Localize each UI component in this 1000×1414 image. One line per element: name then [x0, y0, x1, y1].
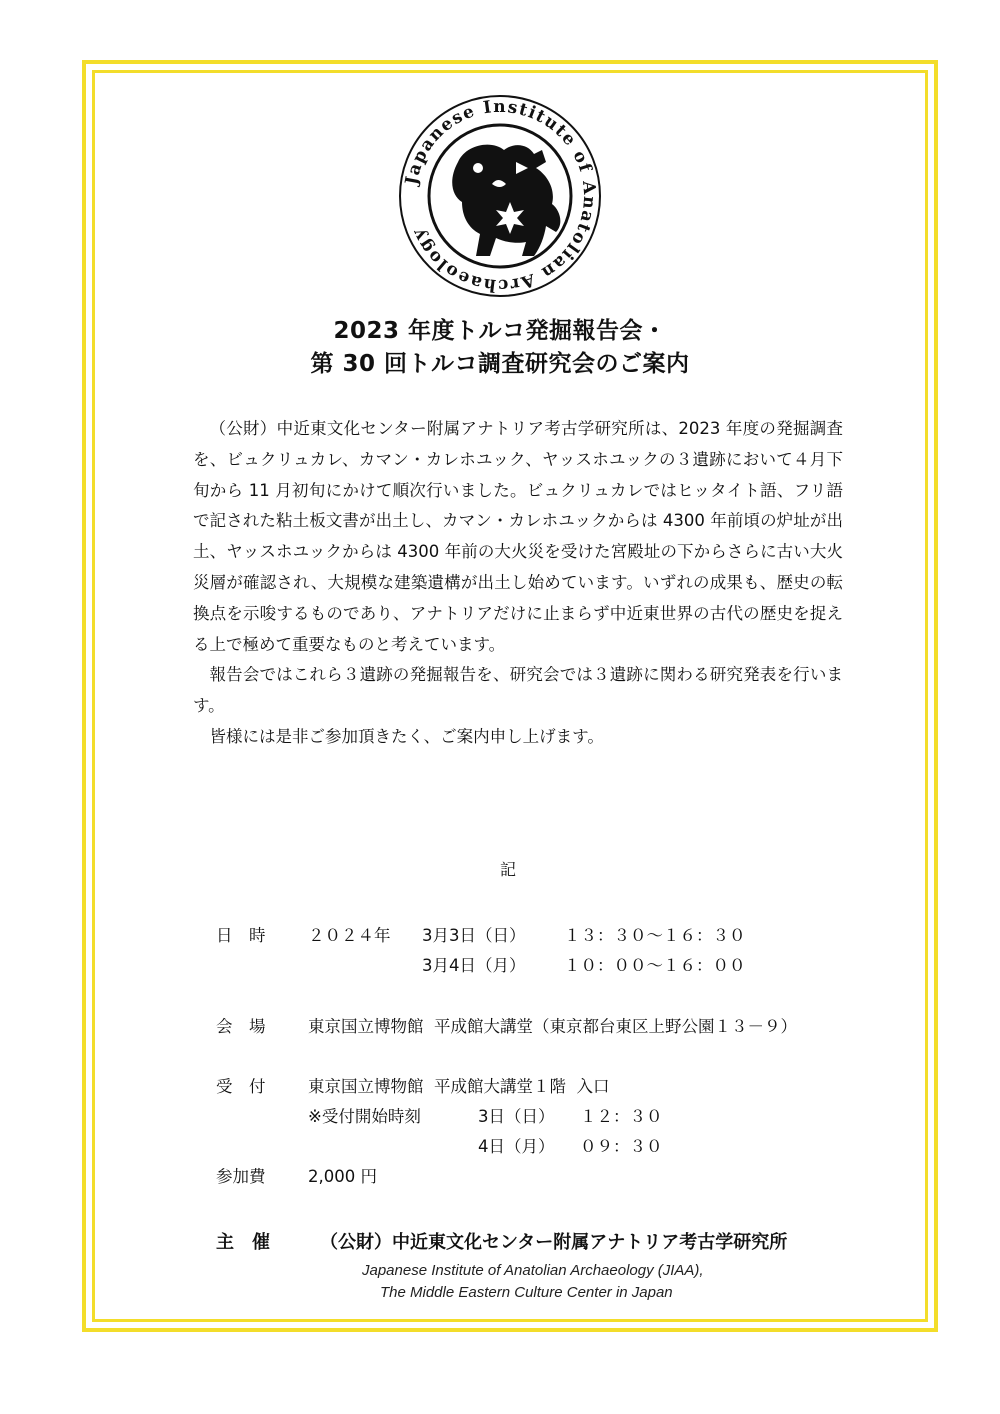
reception-day1-time: １２：３０: [580, 1107, 663, 1126]
organizer-english-line-2: The Middle Eastern Culture Center in Japan: [380, 1284, 673, 1301]
announcement-body: [193, 414, 843, 753]
venue-value: 東京国立博物館 平成館大講堂（東京都台東区上野公園１３－９）: [308, 1017, 797, 1036]
body-paragraph-2: 報告会ではこれら３遺跡の発掘報告を、研究会では３遺跡に関わる研究発表を行います。: [193, 665, 843, 716]
ki-marker: 記: [499, 860, 516, 879]
day2-date: 3月4日（月）: [422, 956, 526, 975]
title-line-1: 2023 年度トルコ発掘報告会・: [333, 318, 667, 344]
title-line-2: 第 30 回トルコ調査研究会のご案内: [310, 351, 690, 377]
body-paragraph-1: （公財）中近東文化センター附属アナトリア考古学研究所は、2023 年度の発掘調査を、ビュクリュカレ、カマン・カレホユック、ヤッスホユックの３遺跡において４月下旬から 11 月初旬にかけて順次行いました。ビュクリュカレではヒッタイト語、フリ語で記された粘土板文書が出土し、カマン・カレホユックからは 4300 年前頃の炉址が出土、ヤッスホユックからは 4300 年前の大火災を受けた宮殿址の下からさらに古い大火災層が確認され、大規模な建築遺構が出土し始めています。いずれの成果も、歴史の転換点を示唆するものであり、アナトリアだけに止まらず中近東世界の古代の歴史を捉える上で極めて重要なものと考えています。: [193, 419, 844, 654]
day1-time: １３：３０〜１６：３０: [564, 926, 746, 945]
fee-value: 2,000 円: [308, 1167, 377, 1186]
day1-date: 3月3日（日）: [422, 926, 526, 945]
datetime-label: 日 時: [216, 926, 266, 945]
reception-day2-time: ０９：３０: [580, 1137, 663, 1156]
day2-time: １０：００〜１６：００: [564, 956, 746, 975]
organizer-name: （公財）中近東文化センター附属アナトリア考古学研究所: [320, 1232, 788, 1253]
institute-seal-logo: [396, 92, 604, 300]
svg-text:Japanese Institute of Anatolia: Japanese Institute of Anatolian Archaeology: [401, 96, 600, 296]
reception-label: 受 付: [216, 1077, 266, 1096]
organizer-label: 主 催: [216, 1232, 270, 1253]
event-year: ２０２４年: [308, 926, 391, 945]
venue-label: 会 場: [216, 1017, 266, 1036]
reception-value: 東京国立博物館 平成館大講堂１階 入口: [308, 1077, 610, 1096]
reception-day1: 3日（日）: [478, 1107, 555, 1126]
organizer-english-line-1: Japanese Institute of Anatolian Archaeology (JIAA),: [362, 1262, 704, 1279]
reception-start-label: ※受付開始時刻: [308, 1107, 421, 1126]
reception-day2: 4日（月）: [478, 1137, 555, 1156]
body-paragraph-3: 皆様には是非ご参加頂きたく、ご案内申し上げます。: [209, 726, 604, 746]
fee-label: 参加費: [216, 1167, 266, 1186]
